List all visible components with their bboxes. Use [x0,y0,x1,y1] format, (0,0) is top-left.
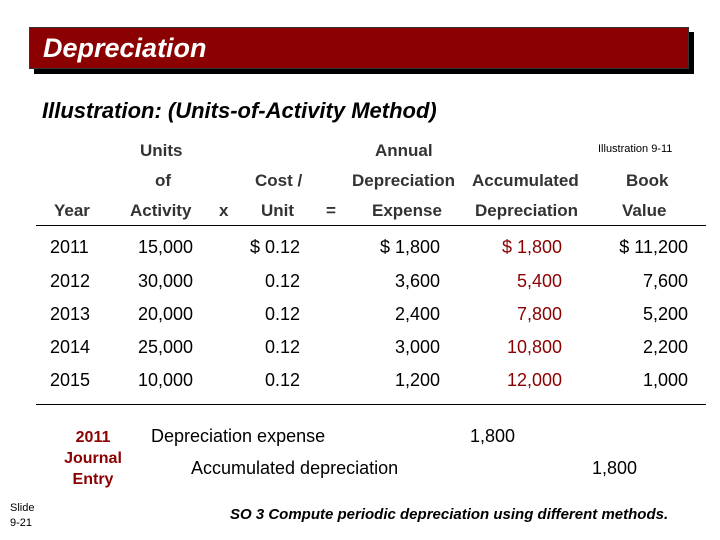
cell-accumulated: 12,000 [506,370,562,390]
header-book-line1: Book [626,171,669,190]
journal-label-journal: Journal [64,450,122,467]
title-bar [29,27,689,69]
header-year: Year [54,201,90,220]
cell-units: 20,000 [138,304,194,324]
slide-number [10,501,34,531]
cell-year: 2015 [50,370,91,390]
cell-year: 2011 [50,237,89,257]
header-annual-line1: Annual [375,141,433,160]
journal-label-entry: Entry [72,471,114,488]
header-units-line3: Activity [130,201,192,220]
header-equals: = [326,201,336,220]
header-units-line1: Units [140,141,183,160]
header-units-line2: of [155,171,172,190]
cell-cost: 0.12 [265,271,301,291]
header-cost-line2: Unit [261,201,295,220]
cell-units: 30,000 [138,271,194,291]
cell-book-value: $ 11,200 [619,237,688,257]
cell-accumulated: $ 1,800 [501,237,562,257]
cell-expense: 3,600 [394,271,440,291]
slide-label: Slide [10,502,35,514]
header-cost-line1: Cost / [255,171,303,190]
slide-id: 9-21 [10,517,33,529]
header-accum-line1: Accumulated [472,171,579,190]
header-annual-line3: Expense [372,201,442,220]
journal-label-year: 2011 [75,429,111,446]
slide-title: Depreciation [43,33,207,63]
cell-expense: $ 1,800 [379,237,440,257]
debit-amount: 1,800 [470,426,516,446]
cell-book-value: 2,200 [642,337,688,357]
cell-cost: 0.12 [265,370,301,390]
illustration-reference: Illustration 9-11 [598,143,673,155]
cell-expense: 1,200 [394,370,440,390]
header-book-line2: Value [622,201,667,220]
cell-cost: 0.12 [265,337,301,357]
cell-year: 2014 [50,337,91,357]
cell-book-value: 5,200 [642,304,688,324]
debit-account: Depreciation expense [151,426,326,446]
cell-units: 10,000 [138,370,194,390]
cell-expense: 2,400 [394,304,440,324]
credit-amount: 1,800 [592,458,638,478]
table-bottom-divider [36,404,706,405]
cell-year: 2012 [50,271,91,291]
cell-units: 25,000 [138,337,194,357]
header-accum-line2: Depreciation [475,201,578,220]
cell-accumulated: 7,800 [516,304,562,324]
cell-cost: 0.12 [265,304,301,324]
header-annual-line2: Depreciation [352,171,455,190]
header-x: x [219,201,229,220]
cell-year: 2013 [50,304,91,324]
cell-book-value: 1,000 [642,370,688,390]
cell-accumulated: 10,800 [506,337,562,357]
cell-cost: $ 0.12 [250,237,301,257]
cell-units: 15,000 [138,237,194,257]
header-divider [36,225,706,226]
journal-entry-label [48,427,138,490]
subtitle: Illustration: (Units-of-Activity Method) [42,98,437,123]
cell-expense: 3,000 [394,337,440,357]
credit-account: Accumulated depreciation [191,458,399,478]
cell-accumulated: 5,400 [516,271,562,291]
cell-book-value: 7,600 [642,271,688,291]
footer-objective: SO 3 Compute periodic depreciation using different methods. [230,506,669,523]
